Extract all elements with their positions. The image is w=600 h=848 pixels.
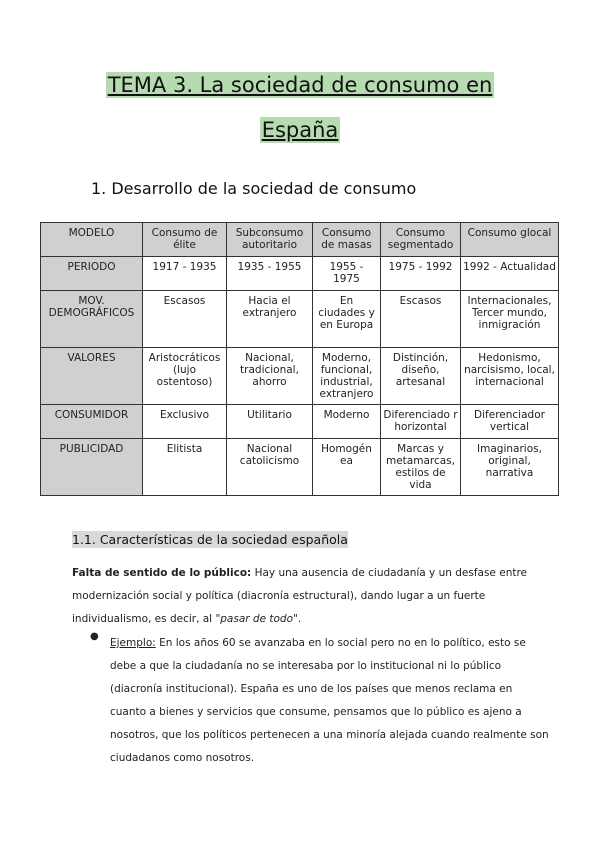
paragraph-italic: "pasar de todo" bbox=[215, 613, 298, 625]
table-header-row bbox=[41, 223, 559, 257]
table-cell: Moderno bbox=[313, 405, 381, 439]
row-header: CONSUMIDOR bbox=[41, 405, 143, 439]
table-cell: 1955 - 1975 bbox=[313, 257, 381, 291]
table-cell: 1975 - 1992 bbox=[381, 257, 461, 291]
header-cell: Consumo glocal bbox=[461, 223, 559, 257]
consumption-models-table bbox=[40, 222, 559, 496]
bullet-item bbox=[110, 632, 550, 770]
table-cell: Nacional, tradicional, ahorro bbox=[227, 348, 313, 405]
table-cell: Hacia el extranjero bbox=[227, 291, 313, 348]
table-cell: Nacional catolicismo bbox=[227, 439, 313, 496]
header-cell: Consumo de élite bbox=[143, 223, 227, 257]
table-cell: Aristocráticos (lujo ostentoso) bbox=[143, 348, 227, 405]
page-title-continued: España bbox=[261, 118, 339, 142]
header-cell: MODELO bbox=[41, 223, 143, 257]
table-cell: Exclusivo bbox=[143, 405, 227, 439]
bullet-text: En los años 60 se avanzaba en lo social pero no en lo político, esto se debe a que la ciudadanía no se interesaba por lo institucional ni lo público (diacronía institucional). España es uno de los países que menos reclama en cuanto a bienes y servicios que consume, pensamos que lo público es ajeno a nosotros, que los políticos pertenecen a una minoría alejada cuando realmente son ciudadanos como nosotros. bbox=[110, 637, 549, 764]
page-title: TEMA 3. La sociedad de consumo en bbox=[107, 73, 493, 97]
table-cell: Diferenciado r horizontal bbox=[381, 405, 461, 439]
title-line-1-wrap bbox=[0, 72, 600, 98]
table-cell: En ciudades y en Europa bbox=[313, 291, 381, 348]
paragraph bbox=[72, 562, 542, 631]
table-cell: Escasos bbox=[381, 291, 461, 348]
table-cell: 1992 - Actualidad bbox=[461, 257, 559, 291]
paragraph-bold-lead: Falta de sentido de lo público: bbox=[72, 567, 252, 579]
header-cell: Subconsumo autoritario bbox=[227, 223, 313, 257]
table-cell: Marcas y metamarcas, estilos de vida bbox=[381, 439, 461, 496]
table-row bbox=[41, 291, 559, 348]
paragraph-text: Hay una ausencia de ciudadanía y un desfase entre modernización social y política (diacronía estructural), dando lugar a un fuerte individualismo, es decir, al bbox=[72, 567, 528, 625]
table-cell: Escasos bbox=[143, 291, 227, 348]
section-heading: 1. Desarrollo de la sociedad de consumo bbox=[91, 179, 417, 198]
table-cell: Utilitario bbox=[227, 405, 313, 439]
header-cell: Consumo segmentado bbox=[381, 223, 461, 257]
table-row bbox=[41, 257, 559, 291]
row-header: PERIODO bbox=[41, 257, 143, 291]
table-row bbox=[41, 439, 559, 496]
paragraph-end: . bbox=[297, 613, 302, 625]
row-header: PUBLICIDAD bbox=[41, 439, 143, 496]
table-cell: 1935 - 1955 bbox=[227, 257, 313, 291]
subsection-heading: 1.1. Características de la sociedad española bbox=[72, 532, 348, 547]
bullet-label: Ejemplo: bbox=[110, 637, 156, 649]
table-cell: Homogén ea bbox=[313, 439, 381, 496]
header-cell: Consumo de masas bbox=[313, 223, 381, 257]
row-header: MOV. DEMOGRÁFICOS bbox=[41, 291, 143, 348]
table-cell: Imaginarios, original, narrativa bbox=[461, 439, 559, 496]
row-header: VALORES bbox=[41, 348, 143, 405]
table-cell: Internacionales, Tercer mundo, inmigración bbox=[461, 291, 559, 348]
table-cell: Moderno, funcional, industrial, extranjero bbox=[313, 348, 381, 405]
title-line-2-wrap bbox=[0, 117, 600, 143]
bullet-dot-icon: ● bbox=[90, 631, 99, 642]
table-row bbox=[41, 405, 559, 439]
table-cell: Elitista bbox=[143, 439, 227, 496]
table-cell: Diferenciador vertical bbox=[461, 405, 559, 439]
table-row bbox=[41, 348, 559, 405]
table-cell: Hedonismo, narcisismo, local, internacional bbox=[461, 348, 559, 405]
table-cell: 1917 - 1935 bbox=[143, 257, 227, 291]
table-cell: Distinción, diseño, artesanal bbox=[381, 348, 461, 405]
